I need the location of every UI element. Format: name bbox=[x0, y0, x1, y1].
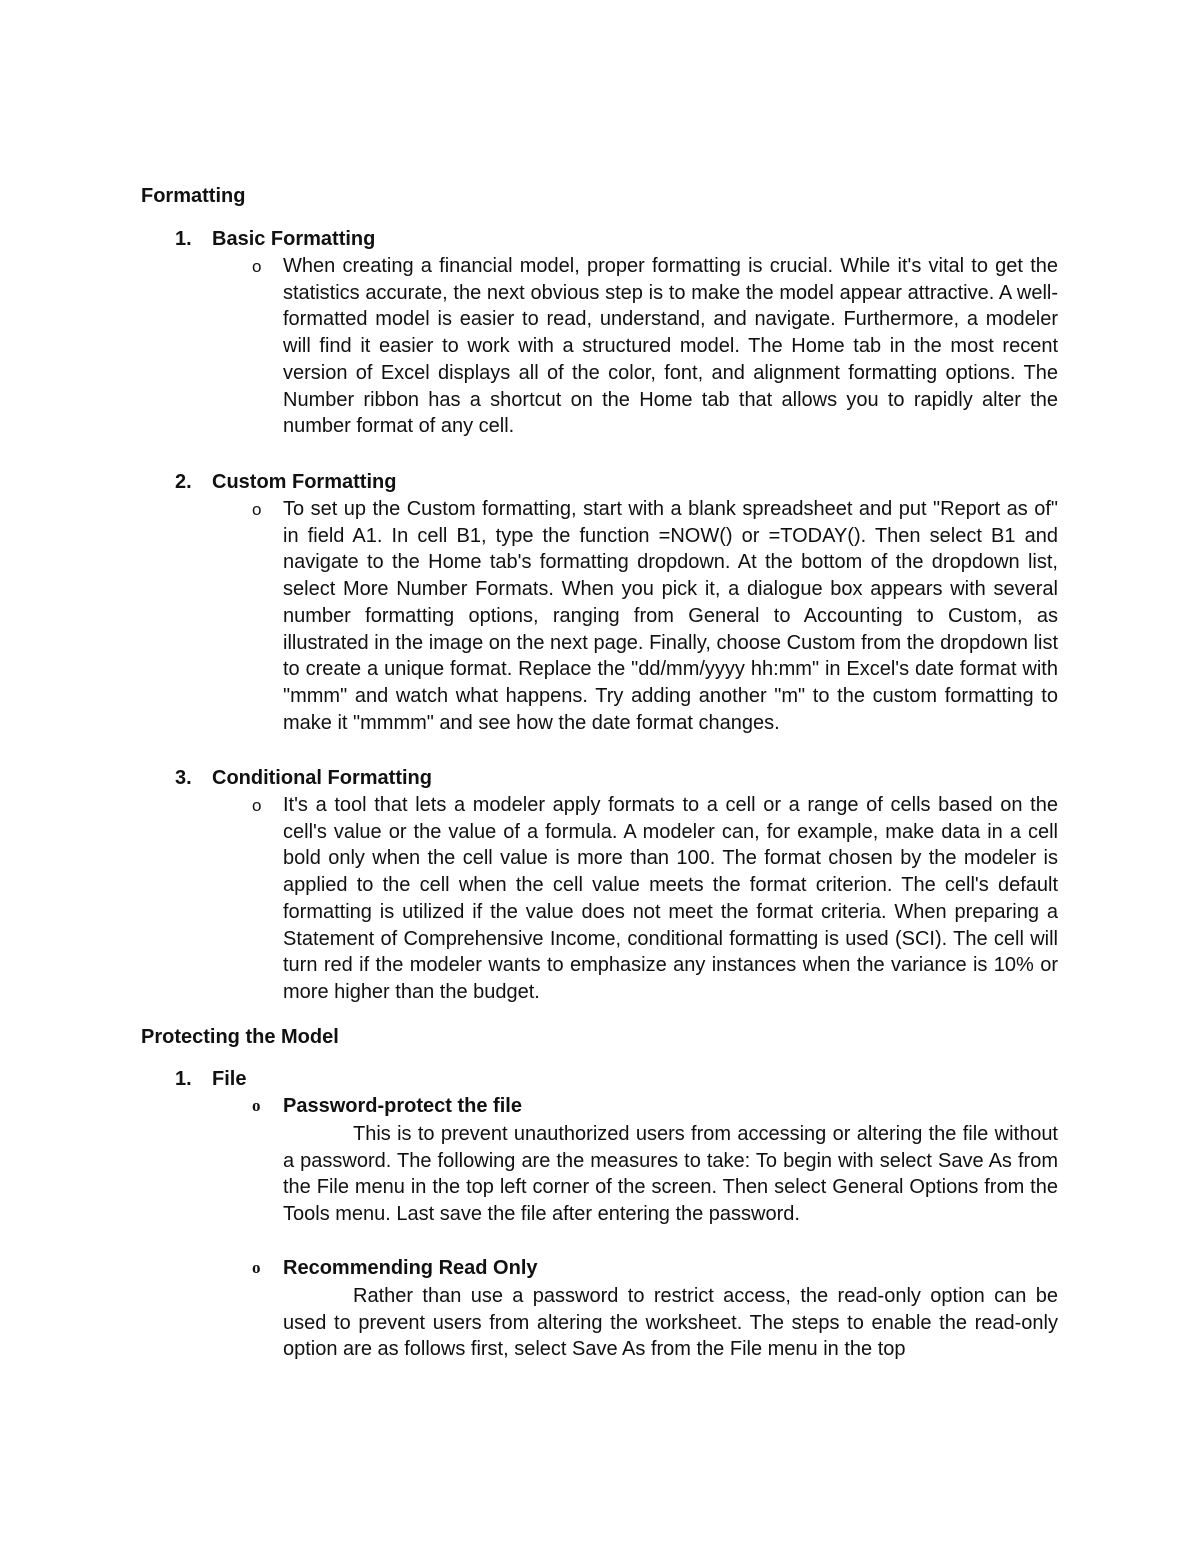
item-title-file: File bbox=[212, 1068, 247, 1090]
list-number: 1. bbox=[175, 228, 192, 250]
paragraph-custom-formatting: To set up the Custom formatting, start with a blank spreadsheet and put "Report as of" in field A1. In cell B1, type the function =NOW() or =TODAY(). Then select B1 and navigate to the Home tab's formatting dropdown. At the bottom of the dropdown list, select More Number Formats. When you pick it, a dialogue box appears with several number formatting options, ranging from General to Accounting to Custom, as illustrated in the image on the next page. Finally, choose Custom from the dropdown list to create a unique format. Replace the "dd/mm/yyyy hh:mm" in Excel's date format with "mmm" and watch what happens. Try adding another "m" to the custom formatting to make it "mmmm" and see how the date format changes. bbox=[283, 498, 1058, 734]
section-heading-protecting-the-model: Protecting the Model bbox=[141, 1026, 339, 1048]
list-number: 1. bbox=[175, 1068, 192, 1090]
subitem-title-read-only: Recommending Read Only bbox=[283, 1257, 538, 1279]
item-title-custom-formatting: Custom Formatting bbox=[212, 471, 397, 493]
bullet-icon: o bbox=[252, 1096, 261, 1115]
item-title-conditional-formatting: Conditional Formatting bbox=[212, 767, 432, 789]
paragraph-basic-formatting: When creating a financial model, proper formatting is crucial. While it's vital to get the statistics accurate, the next obvious step is to make the model appear attractive. A well-formatted model is easier to read, understand, and navigate. Furthermore, a modeler will find it easier to work with a structured model. The Home tab in the most recent version of Excel displays all of the color, font, and alignment formatting options. The Number ribbon has a shortcut on the Home tab that allows you to rapidly alter the number format of any cell. bbox=[283, 255, 1058, 438]
section-heading-formatting: Formatting bbox=[141, 185, 246, 207]
item-title-basic-formatting: Basic Formatting bbox=[212, 228, 376, 250]
bullet-icon: o bbox=[252, 796, 262, 815]
bullet-icon: o bbox=[252, 257, 262, 276]
list-number: 3. bbox=[175, 767, 192, 789]
paragraph-conditional-formatting: It's a tool that lets a modeler apply formats to a cell or a range of cells based on the cell's value or the value of a formula. A modeler can, for example, make data in a cell bold only when the cell value is more than 100. The format chosen by the modeler is applied to the cell when the cell value meets the format criterion. The cell's default formatting is utilized if the value does not meet the format criteria. When preparing a Statement of Comprehensive Income, conditional formatting is used (SCI). The cell will turn red if the modeler wants to emphasize any instances when the variance is 10% or more higher than the budget. bbox=[283, 794, 1058, 1003]
bullet-icon: o bbox=[252, 500, 262, 519]
paragraph-read-only: Rather than use a password to restrict access, the read-only option can be used to prevent users from altering the worksheet. The steps to enable the read-only option are as follows first, select Save As from the File menu in the top bbox=[283, 1285, 1058, 1361]
list-number: 2. bbox=[175, 471, 192, 493]
subitem-title-password-protect: Password-protect the file bbox=[283, 1095, 522, 1117]
paragraph-password-protect: This is to prevent unauthorized users from accessing or altering the file without a password. The following are the measures to take: To begin with select Save As from the File menu in the top left corner of the screen. Then select General Options from the Tools menu. Last save the file after entering the password. bbox=[283, 1123, 1058, 1226]
bullet-icon: o bbox=[252, 1258, 261, 1277]
